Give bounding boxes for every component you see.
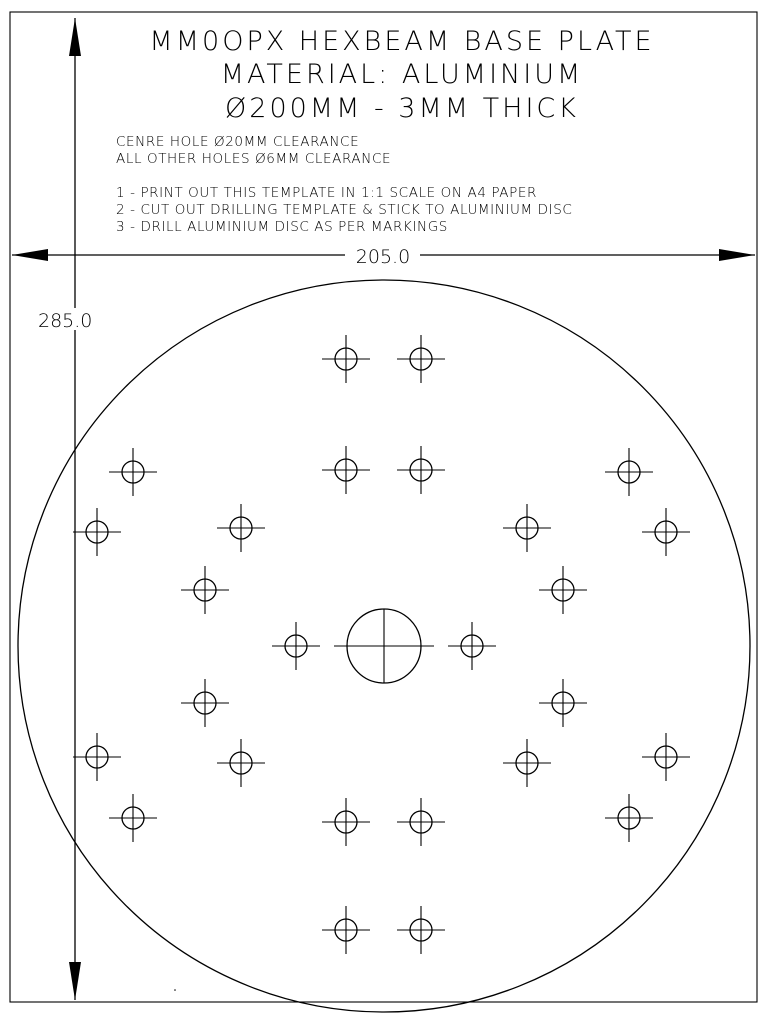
mounting-hole [397,906,445,954]
width-dimension-label: 205.0 [355,246,411,268]
mounting-hole [642,508,690,556]
mounting-hole [73,508,121,556]
title-line-2: MATERIAL: ALUMINIUM [220,59,584,90]
title-line-1: MM0OPX HEXBEAM BASE PLATE [149,26,655,57]
width-arrow-left [12,249,48,261]
width-dimension [12,246,755,268]
note-other-holes: ALL OTHER HOLES Ø6MM CLEARANCE [116,151,392,167]
height-dimension-label: 285.0 [38,310,93,332]
mounting-hole [322,906,370,954]
mounting-hole [217,504,265,552]
mounting-hole [642,733,690,781]
registration-dot [174,989,176,991]
height-dimension [38,18,92,1000]
mounting-hole [605,794,653,842]
mounting-hole [322,335,370,383]
mounting-hole [539,566,587,614]
mounting-hole [503,739,551,787]
title-line-3: Ø200MM - 3MM THICK [225,93,579,124]
mounting-hole [217,739,265,787]
mounting-hole [397,335,445,383]
note-step-3: 3 - DRILL ALUMINIUM DISC AS PER MARKINGS [116,219,448,235]
width-arrow-right [719,249,755,261]
mounting-hole [322,446,370,494]
mounting-hole [181,679,229,727]
centre-hole [334,609,434,683]
mounting-hole [448,622,496,670]
mounting-hole [397,798,445,846]
mounting-hole [73,733,121,781]
mounting-hole [109,448,157,496]
note-step-1: 1 - PRINT OUT THIS TEMPLATE IN 1:1 SCALE ON A4 PAPER [116,185,537,201]
note-step-2: 2 - CUT OUT DRILLING TEMPLATE & STICK TO ALUMINIUM DISC [116,202,573,218]
height-arrow-top [69,18,81,56]
note-centre-hole: CENRE HOLE Ø20MM CLEARANCE [116,134,360,150]
mounting-hole [181,566,229,614]
mounting-hole [109,794,157,842]
mounting-hole [539,679,587,727]
height-arrow-bottom [69,962,81,1000]
mounting-hole [605,448,653,496]
mounting-hole [272,622,320,670]
mounting-hole [322,798,370,846]
mounting-holes [73,335,690,954]
mounting-hole [503,504,551,552]
mounting-hole [397,446,445,494]
